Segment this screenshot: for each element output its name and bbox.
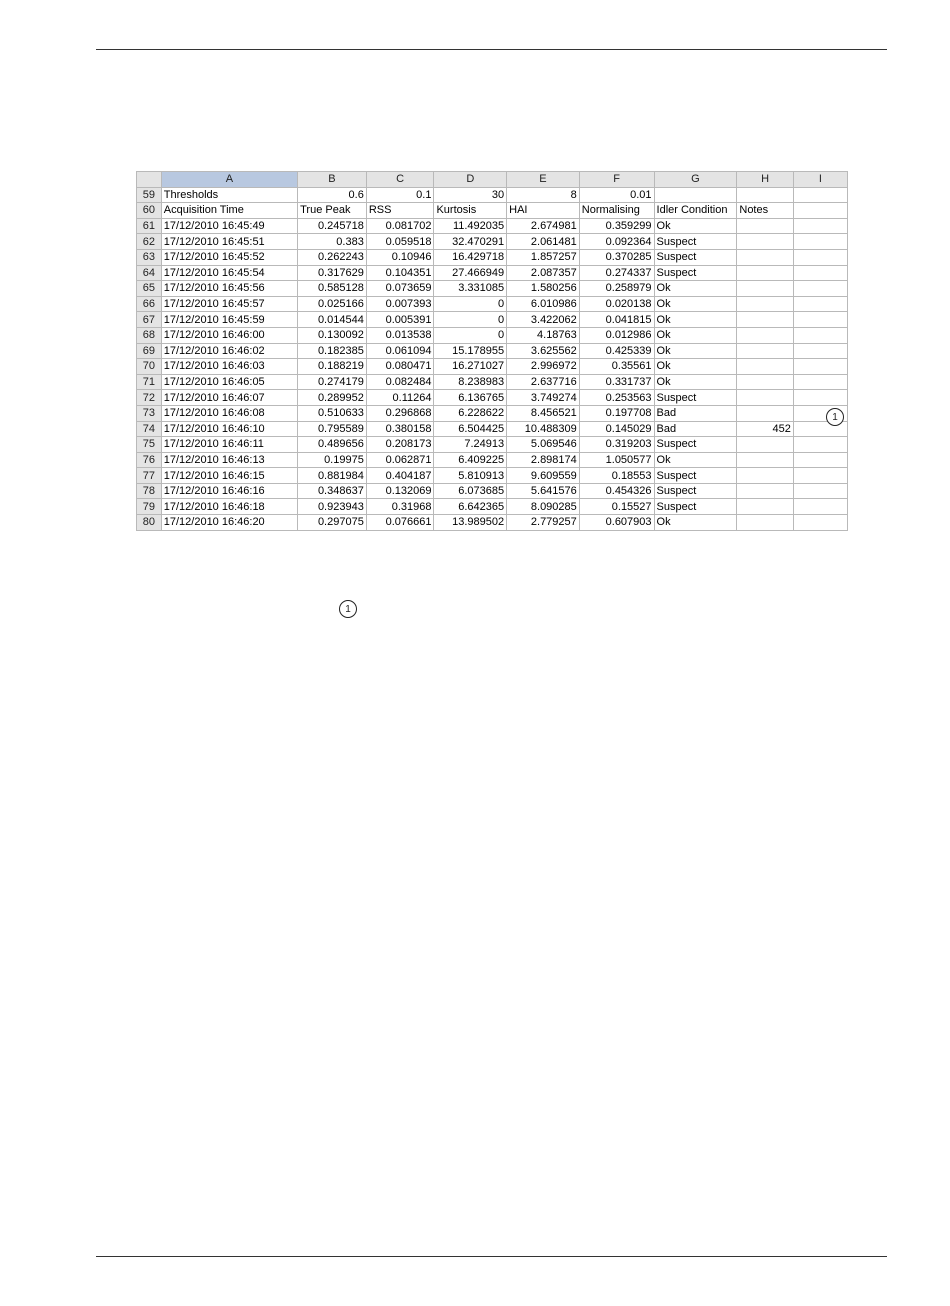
cell-b[interactable]: True Peak [298,203,367,219]
cell-a[interactable]: 17/12/2010 16:45:59 [161,312,297,328]
cell-e[interactable]: 2.674981 [507,218,580,234]
cell-c[interactable]: 0.380158 [366,421,434,437]
cell-g[interactable]: Suspect [654,234,737,250]
cell-b[interactable]: 0.923943 [298,499,367,515]
cell-a[interactable]: 17/12/2010 16:46:15 [161,468,297,484]
cell-d[interactable]: 16.271027 [434,359,507,375]
cell-b[interactable]: 0.274179 [298,374,367,390]
cell-g[interactable]: Idler Condition [654,203,737,219]
cell-e[interactable]: 1.580256 [507,281,580,297]
cell-h[interactable] [737,468,794,484]
cell-a[interactable]: 17/12/2010 16:46:10 [161,421,297,437]
cell-e[interactable]: HAI [507,203,580,219]
row-header[interactable]: 64 [137,265,162,281]
cell-h[interactable] [737,405,794,421]
cell-b[interactable]: 0.585128 [298,281,367,297]
cell-g[interactable]: Bad [654,405,737,421]
cell-i[interactable] [793,265,847,281]
cell-b[interactable]: 0.6 [298,187,367,203]
cell-d[interactable]: 6.228622 [434,405,507,421]
cell-d[interactable]: 27.466949 [434,265,507,281]
cell-e[interactable]: 8.090285 [507,499,580,515]
cell-h[interactable] [737,296,794,312]
cell-f[interactable]: 0.197708 [579,405,654,421]
cell-i[interactable] [793,515,847,531]
cell-b[interactable]: 0.383 [298,234,367,250]
cell-i[interactable] [793,312,847,328]
table-row [137,218,848,234]
cell-a[interactable]: Acquisition Time [161,203,297,219]
cell-e[interactable]: 9.609559 [507,468,580,484]
cell-e[interactable]: 6.010986 [507,296,580,312]
cell-a[interactable]: 17/12/2010 16:45:56 [161,281,297,297]
cell-h[interactable] [737,390,794,406]
cell-d[interactable]: 6.409225 [434,452,507,468]
cell-b[interactable]: 0.245718 [298,218,367,234]
cell-a[interactable]: 17/12/2010 16:45:49 [161,218,297,234]
table-row [137,312,848,328]
cell-f[interactable]: 0.258979 [579,281,654,297]
cell-h[interactable] [737,265,794,281]
cell-i[interactable] [793,218,847,234]
row-header[interactable]: 72 [137,390,162,406]
table-row [137,483,848,499]
cell-c[interactable]: 0.013538 [366,327,434,343]
row-header[interactable]: 76 [137,452,162,468]
cell-b[interactable]: 0.182385 [298,343,367,359]
cell-b[interactable]: 0.795589 [298,421,367,437]
row-header[interactable]: 67 [137,312,162,328]
cell-g[interactable]: Suspect [654,265,737,281]
column-header-row [137,172,848,188]
table-row [137,452,848,468]
cell-f[interactable]: 0.370285 [579,249,654,265]
cell-d[interactable]: 7.24913 [434,437,507,453]
table-row [137,265,848,281]
cell-h[interactable] [737,452,794,468]
cell-a[interactable]: 17/12/2010 16:46:08 [161,405,297,421]
row-header[interactable]: 60 [137,203,162,219]
cell-i[interactable] [793,281,847,297]
cell-c[interactable]: 0.1 [366,187,434,203]
column-header-g[interactable]: G [654,172,737,188]
cell-c[interactable]: 0.208173 [366,437,434,453]
cell-a[interactable]: 17/12/2010 16:46:02 [161,343,297,359]
cell-d[interactable]: 0 [434,296,507,312]
cell-d[interactable]: 6.642365 [434,499,507,515]
cell-b[interactable]: 0.262243 [298,249,367,265]
row-header[interactable]: 62 [137,234,162,250]
cell-d[interactable]: 3.331085 [434,281,507,297]
cell-d[interactable]: 13.989502 [434,515,507,531]
cell-d[interactable]: 6.504425 [434,421,507,437]
cell-d[interactable]: 30 [434,187,507,203]
cell-c[interactable]: 0.082484 [366,374,434,390]
cell-g[interactable]: Suspect [654,390,737,406]
row-header[interactable]: 75 [137,437,162,453]
cell-e[interactable]: 8 [507,187,580,203]
cell-g[interactable]: Ok [654,452,737,468]
cell-g[interactable]: Bad [654,421,737,437]
cell-b[interactable]: 0.188219 [298,359,367,375]
cell-c[interactable]: 0.296868 [366,405,434,421]
cell-a[interactable]: 17/12/2010 16:46:18 [161,499,297,515]
callout-legend-marker: 1 [339,600,357,618]
cell-b[interactable]: 0.317629 [298,265,367,281]
cell-a[interactable]: 17/12/2010 16:45:57 [161,296,297,312]
row-header[interactable]: 80 [137,515,162,531]
row-header[interactable]: 59 [137,187,162,203]
table-row [137,499,848,515]
cell-f[interactable]: 0.01 [579,187,654,203]
cell-e[interactable]: 8.456521 [507,405,580,421]
table-row [137,374,848,390]
cell-i[interactable] [793,483,847,499]
cell-g[interactable]: Ok [654,218,737,234]
table-row [137,405,848,421]
cell-f[interactable]: 0.35561 [579,359,654,375]
cell-e[interactable]: 3.625562 [507,343,580,359]
row-header[interactable]: 70 [137,359,162,375]
spreadsheet-screenshot [136,171,848,532]
cell-i[interactable] [793,327,847,343]
cell-d[interactable]: 32.470291 [434,234,507,250]
cell-h[interactable] [737,483,794,499]
select-all-corner[interactable] [137,172,162,188]
cell-a[interactable]: 17/12/2010 16:46:03 [161,359,297,375]
cell-d[interactable]: Kurtosis [434,203,507,219]
cell-f[interactable]: 0.607903 [579,515,654,531]
cell-b[interactable]: 0.510633 [298,405,367,421]
cell-i[interactable] [793,468,847,484]
cell-f[interactable]: Normalising [579,203,654,219]
table-row [137,390,848,406]
cell-c[interactable]: 0.104351 [366,265,434,281]
cell-g[interactable]: Suspect [654,437,737,453]
cell-b[interactable]: 0.289952 [298,390,367,406]
cell-g[interactable]: Ok [654,515,737,531]
cell-b[interactable]: 0.297075 [298,515,367,531]
cell-f[interactable]: 0.020138 [579,296,654,312]
column-header-e[interactable]: E [507,172,580,188]
row-header[interactable]: 66 [137,296,162,312]
header-rule [96,49,887,50]
cell-h[interactable] [737,187,794,203]
cell-f[interactable]: 0.425339 [579,343,654,359]
row-header[interactable]: 78 [137,483,162,499]
cell-i[interactable] [793,374,847,390]
cell-c[interactable]: 0.007393 [366,296,434,312]
cell-g[interactable]: Suspect [654,249,737,265]
cell-c[interactable]: 0.062871 [366,452,434,468]
table-row [137,437,848,453]
cell-f[interactable]: 0.253563 [579,390,654,406]
cell-a[interactable]: 17/12/2010 16:46:07 [161,390,297,406]
cell-f[interactable]: 0.15527 [579,499,654,515]
cell-c[interactable]: 0.132069 [366,483,434,499]
cell-g[interactable]: Ok [654,374,737,390]
cell-a[interactable]: 17/12/2010 16:45:51 [161,234,297,250]
cell-c[interactable]: 0.404187 [366,468,434,484]
cell-f[interactable]: 0.041815 [579,312,654,328]
cell-c[interactable]: 0.076661 [366,515,434,531]
cell-i[interactable] [793,359,847,375]
cell-e[interactable]: 3.749274 [507,390,580,406]
cell-h[interactable] [737,374,794,390]
cell-i[interactable] [793,203,847,219]
spreadsheet-grid [136,171,848,531]
table-row [137,359,848,375]
column-header-b[interactable]: B [298,172,367,188]
cell-c[interactable]: 0.10946 [366,249,434,265]
cell-h[interactable] [737,249,794,265]
cell-d[interactable]: 0 [434,327,507,343]
cell-b[interactable]: 0.19975 [298,452,367,468]
row-header[interactable]: 63 [137,249,162,265]
cell-f[interactable]: 0.145029 [579,421,654,437]
row-header[interactable]: 79 [137,499,162,515]
cell-e[interactable]: 2.087357 [507,265,580,281]
cell-e[interactable]: 2.996972 [507,359,580,375]
cell-h[interactable] [737,359,794,375]
cell-g[interactable]: Ok [654,359,737,375]
table-row [137,468,848,484]
cell-h[interactable] [737,327,794,343]
cell-d[interactable]: 15.178955 [434,343,507,359]
cell-c[interactable]: RSS [366,203,434,219]
cell-h[interactable] [737,437,794,453]
cell-h[interactable] [737,499,794,515]
table-row [137,515,848,531]
cell-h[interactable]: Notes [737,203,794,219]
cell-e[interactable]: 5.069546 [507,437,580,453]
cell-e[interactable]: 3.422062 [507,312,580,328]
column-header-a[interactable]: A [161,172,297,188]
cell-c[interactable]: 0.059518 [366,234,434,250]
cell-h[interactable] [737,234,794,250]
cell-a[interactable]: 17/12/2010 16:46:00 [161,327,297,343]
cell-e[interactable]: 5.641576 [507,483,580,499]
cell-b[interactable]: 0.348637 [298,483,367,499]
column-header-d[interactable]: D [434,172,507,188]
cell-f[interactable]: 0.092364 [579,234,654,250]
cell-g[interactable]: Ok [654,281,737,297]
cell-c[interactable]: 0.005391 [366,312,434,328]
column-header-h[interactable]: H [737,172,794,188]
cell-d[interactable]: 8.238983 [434,374,507,390]
cell-e[interactable]: 10.488309 [507,421,580,437]
row-header[interactable]: 71 [137,374,162,390]
cell-f[interactable]: 0.454326 [579,483,654,499]
cell-f[interactable]: 1.050577 [579,452,654,468]
cell-i[interactable] [793,452,847,468]
column-header-i[interactable]: I [793,172,847,188]
cell-c[interactable]: 0.31968 [366,499,434,515]
cell-g[interactable]: Ok [654,343,737,359]
cell-h[interactable] [737,515,794,531]
cell-f[interactable]: 0.012986 [579,327,654,343]
cell-i[interactable] [793,343,847,359]
cell-d[interactable]: 6.136765 [434,390,507,406]
cell-i[interactable] [793,187,847,203]
cell-e[interactable]: 2.637716 [507,374,580,390]
row-header[interactable]: 77 [137,468,162,484]
row-header[interactable]: 61 [137,218,162,234]
cell-f[interactable]: 0.274337 [579,265,654,281]
cell-h[interactable] [737,281,794,297]
cell-a[interactable]: 17/12/2010 16:46:13 [161,452,297,468]
cell-i[interactable] [793,390,847,406]
cell-f[interactable]: 0.18553 [579,468,654,484]
cell-d[interactable]: 0 [434,312,507,328]
cell-i[interactable] [793,499,847,515]
cell-h[interactable]: 452 [737,421,794,437]
cell-b[interactable]: 0.025166 [298,296,367,312]
cell-a[interactable]: 17/12/2010 16:45:52 [161,249,297,265]
cell-g[interactable]: Suspect [654,468,737,484]
column-header-c[interactable]: C [366,172,434,188]
grid-body [137,187,848,530]
cell-f[interactable]: 0.359299 [579,218,654,234]
row-header[interactable]: 65 [137,281,162,297]
row-header[interactable]: 74 [137,421,162,437]
column-header-f[interactable]: F [579,172,654,188]
table-row [137,296,848,312]
cell-d[interactable]: 16.429718 [434,249,507,265]
table-row [137,327,848,343]
table-row [137,187,848,203]
cell-a[interactable]: 17/12/2010 16:45:54 [161,265,297,281]
table-row [137,249,848,265]
cell-g[interactable]: Ok [654,327,737,343]
cell-a[interactable]: 17/12/2010 16:46:11 [161,437,297,453]
cell-b[interactable]: 0.489656 [298,437,367,453]
cell-b[interactable]: 0.881984 [298,468,367,484]
cell-g[interactable]: Ok [654,296,737,312]
row-header[interactable]: 73 [137,405,162,421]
cell-g[interactable] [654,187,737,203]
cell-h[interactable] [737,312,794,328]
row-header[interactable]: 68 [137,327,162,343]
cell-i[interactable] [793,249,847,265]
cell-f[interactable]: 0.331737 [579,374,654,390]
cell-c[interactable]: 0.073659 [366,281,434,297]
cell-b[interactable]: 0.014544 [298,312,367,328]
cell-e[interactable]: 2.779257 [507,515,580,531]
cell-b[interactable]: 0.130092 [298,327,367,343]
callout-marker: 1 [826,408,844,426]
table-row [137,203,848,219]
cell-i[interactable] [793,296,847,312]
cell-e[interactable]: 2.061481 [507,234,580,250]
cell-d[interactable]: 11.492035 [434,218,507,234]
row-header[interactable]: 69 [137,343,162,359]
cell-e[interactable]: 4.18763 [507,327,580,343]
table-row [137,421,848,437]
cell-e[interactable]: 2.898174 [507,452,580,468]
cell-a[interactable]: Thresholds [161,187,297,203]
cell-a[interactable]: 17/12/2010 16:46:05 [161,374,297,390]
cell-g[interactable]: Ok [654,312,737,328]
cell-h[interactable] [737,218,794,234]
cell-g[interactable]: Suspect [654,483,737,499]
cell-c[interactable]: 0.081702 [366,218,434,234]
table-row [137,234,848,250]
cell-a[interactable]: 17/12/2010 16:46:20 [161,515,297,531]
footer-rule [96,1256,887,1257]
cell-i[interactable] [793,437,847,453]
table-row [137,343,848,359]
cell-e[interactable]: 1.857257 [507,249,580,265]
cell-c[interactable]: 0.11264 [366,390,434,406]
cell-c[interactable]: 0.061094 [366,343,434,359]
cell-i[interactable] [793,234,847,250]
cell-g[interactable]: Suspect [654,499,737,515]
cell-f[interactable]: 0.319203 [579,437,654,453]
cell-h[interactable] [737,343,794,359]
cell-c[interactable]: 0.080471 [366,359,434,375]
table-row [137,281,848,297]
cell-d[interactable]: 5.810913 [434,468,507,484]
cell-d[interactable]: 6.073685 [434,483,507,499]
cell-a[interactable]: 17/12/2010 16:46:16 [161,483,297,499]
